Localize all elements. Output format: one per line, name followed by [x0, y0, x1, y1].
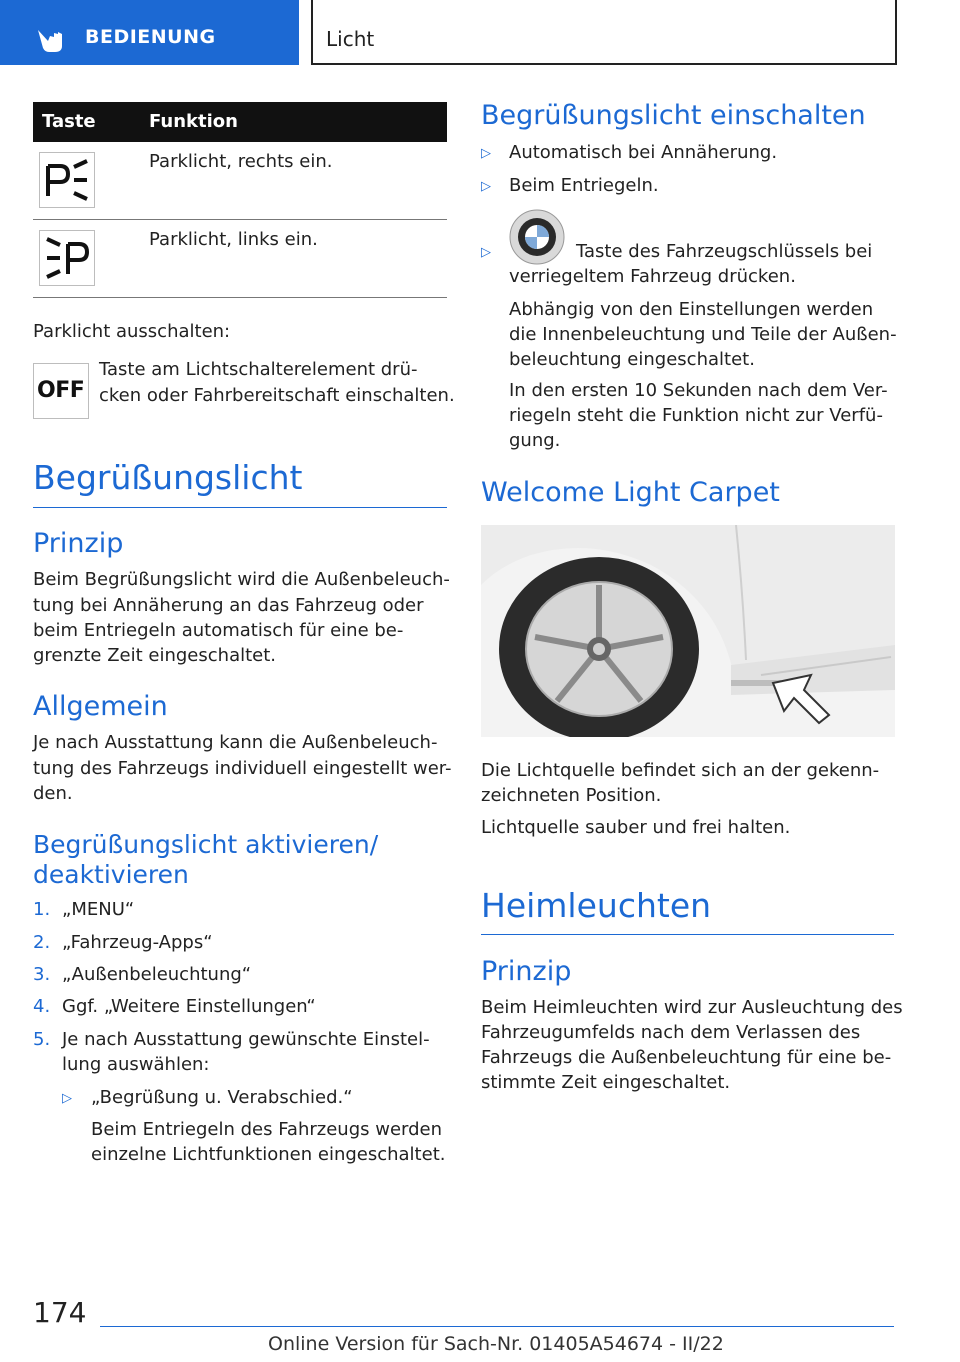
subheading-activate: deaktivieren [33, 860, 189, 889]
paragraph-line: den. [33, 783, 73, 804]
section-title-begruessungslicht: Begrüßungslicht [33, 458, 303, 497]
bullet-triangle-icon: ▷ [481, 146, 491, 161]
paragraph-line: tung des Fahrzeugs individuell eingestellt wer- [33, 758, 452, 779]
step-number: 3. [33, 964, 51, 985]
car-key-button-icon [508, 208, 566, 266]
section-label: BEDIENUNG [85, 26, 216, 48]
sub-bullet-text: „Begrüßung u. Verabschied.“ [91, 1087, 353, 1108]
off-key-icon [33, 363, 89, 419]
sub-bullet-line: Beim Entriegeln des Fahrzeugs werden [91, 1119, 443, 1140]
footer-text: Online Version für Sach-Nr. 01405A54674 - II/22 [268, 1333, 724, 1355]
step-number: 5. [33, 1029, 51, 1050]
subheading-prinzip: Prinzip [481, 956, 572, 987]
paragraph-line: Abhängig von den Einstellungen werden [509, 299, 874, 320]
paragraph-line: stimmte Zeit eingeschaltet. [481, 1072, 731, 1093]
table-row-text: Parklicht, links ein. [149, 229, 318, 250]
step-number: 1. [33, 899, 51, 920]
paragraph-line: grenzte Zeit eingeschaltet. [33, 645, 277, 666]
chapter-title-box [311, 0, 897, 65]
footer-rule [100, 1326, 894, 1327]
step-number: 2. [33, 932, 51, 953]
bullet-triangle-icon: ▷ [62, 1091, 72, 1106]
step-text: Je nach Ausstattung gewünschte Einstel- [62, 1029, 430, 1050]
section-tab[interactable] [0, 0, 299, 65]
step-text: lung auswählen: [62, 1054, 210, 1075]
paragraph-line: gung. [509, 430, 561, 451]
table-divider [33, 219, 447, 220]
step-text: „Außenbeleuchtung“ [62, 964, 252, 985]
paragraph-line: Beim Heimleuchten wird zur Ausleuchtung des [481, 997, 903, 1018]
paragraph-line: beim Entriegeln automatisch für eine be- [33, 620, 404, 641]
car-wheel-illustration [481, 525, 895, 737]
paragraph-line: Fahrzeugs die Außenbeleuchtung für eine be- [481, 1047, 892, 1068]
parklicht-off-line: Taste am Lichtschalterelement drü- [99, 359, 418, 380]
key-text: verriegeltem Fahrzeug drücken. [509, 266, 796, 287]
step-text: „Fahrzeug-Apps“ [62, 932, 213, 953]
step-text: Ggf. „Weitere Einstellungen“ [62, 996, 316, 1017]
bullet-triangle-icon: ▷ [481, 179, 491, 194]
subheading-activate: Begrüßungslicht aktivieren/ [33, 830, 379, 859]
step-text: „MENU“ [62, 899, 135, 920]
paragraph-line: beleuchtung eingeschaltet. [509, 349, 755, 370]
paragraph-line: Beim Begrüßungslicht wird die Außenbeleuch- [33, 569, 450, 590]
section-title-heimleuchten: Heimleuchten [481, 886, 712, 925]
subheading-allgemein: Allgemein [33, 691, 168, 722]
paragraph-line: tung bei Annäherung an das Fahrzeug oder [33, 595, 424, 616]
key-text: Taste des Fahrzeugschlüssels bei [576, 241, 873, 262]
caption-line: Die Lichtquelle befindet sich an der gekenn- [481, 760, 880, 781]
table-header [33, 102, 447, 142]
subheading-einschalten: Begrüßungslicht einschalten [481, 100, 866, 131]
bullet-triangle-icon: ▷ [481, 245, 491, 260]
caption-line: zeichneten Position. [481, 785, 662, 806]
step-number: 4. [33, 996, 51, 1017]
parking-light-right-icon [39, 152, 95, 208]
parklicht-off-line: cken oder Fahrbereitschaft einschalten. [99, 385, 455, 406]
table-col-taste: Taste [42, 111, 96, 132]
parking-light-left-icon [39, 230, 95, 286]
paragraph-line: Je nach Ausstattung kann die Außenbeleuch- [33, 732, 438, 753]
table-row-text: Parklicht, rechts ein. [149, 151, 333, 172]
paragraph-line: Fahrzeugumfelds nach dem Verlassen des [481, 1022, 861, 1043]
subheading-welcome-light-carpet: Welcome Light Carpet [481, 477, 780, 508]
chapter-title: Licht [326, 27, 375, 51]
table-divider [33, 297, 447, 298]
table-col-funktion: Funktion [149, 111, 238, 132]
off-key-label: OFF [37, 378, 85, 403]
section-rule [481, 934, 894, 935]
subheading-prinzip: Prinzip [33, 528, 124, 559]
bullet-text: Beim Entriegeln. [509, 175, 659, 196]
paragraph-line: riegeln steht die Funktion nicht zur Verfü- [509, 405, 883, 426]
section-rule [33, 507, 447, 508]
hand-pointer-icon [34, 24, 68, 54]
bullet-text: Automatisch bei Annäherung. [509, 142, 778, 163]
paragraph-line: In den ersten 10 Sekunden nach dem Ver- [509, 380, 888, 401]
parklicht-off-intro: Parklicht ausschalten: [33, 321, 231, 342]
paragraph-line: die Innenbeleuchtung und Teile der Außen- [509, 324, 897, 345]
page-number: 174 [33, 1296, 87, 1329]
sub-bullet-line: einzelne Lichtfunktionen eingeschaltet. [91, 1144, 446, 1165]
note-line: Lichtquelle sauber und frei halten. [481, 817, 791, 838]
